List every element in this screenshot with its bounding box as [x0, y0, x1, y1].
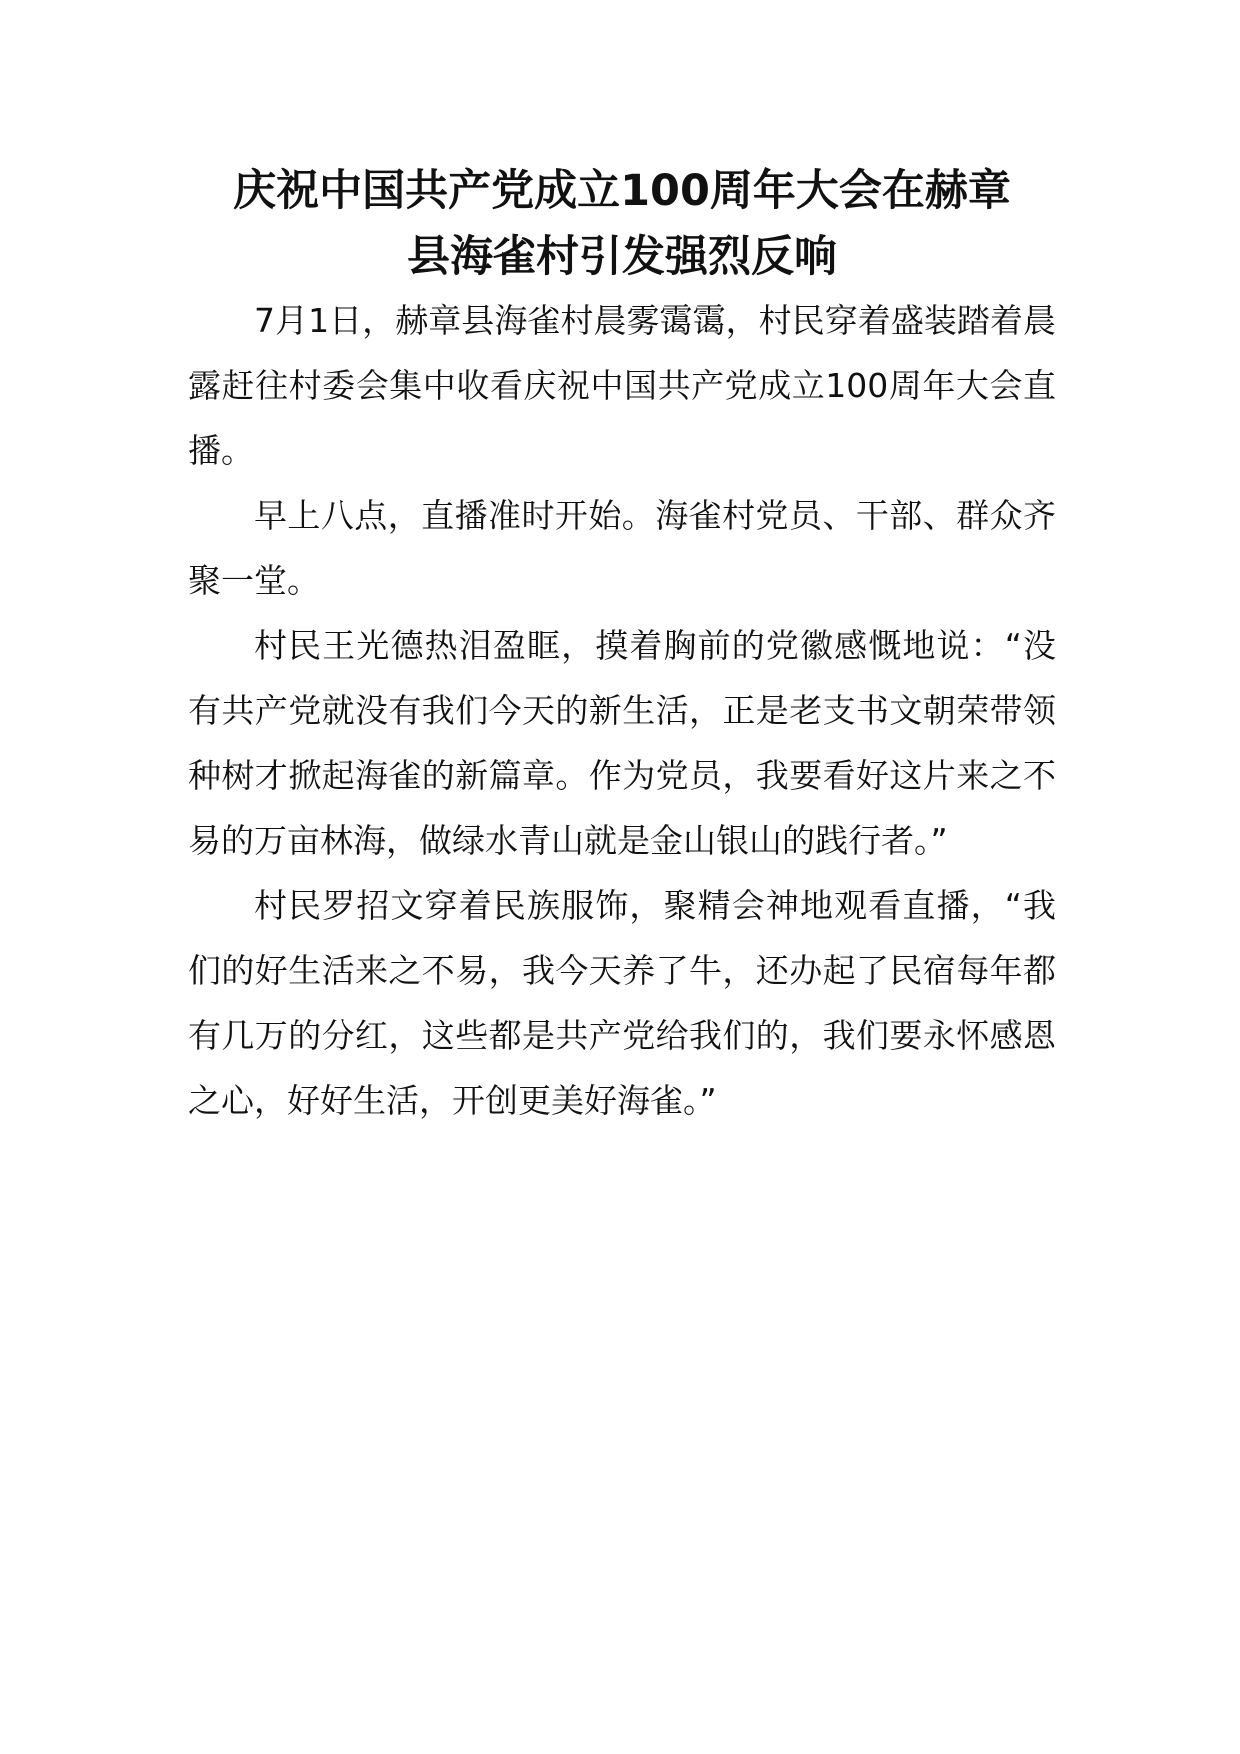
paragraph-4: 村民罗招文穿着民族服饰，聚精会神地观看直播，“我们的好生活来之不易，我今天养了牛，还办起了民宿每年都有几万的分红，这些都是共产党给我们的，我们要永怀感恩之心，好好生活，开创更美好海雀。”: [188, 886, 1056, 1120]
document-page: [188, 158, 1056, 1133]
paragraph-3: 村民王光德热泪盈眶，摸着胸前的党徽感慨地说：“没有共产党就没有我们今天的新生活，正是老支书文朝荣带领种树才掀起海雀的新篇章。作为党员，我要看好这片来之不易的万亩林海，做绿水青山就是金山银山的践行者。”: [188, 626, 1056, 860]
title-line-2: 县海雀村引发强烈反响: [407, 232, 837, 282]
document-title: [188, 158, 1056, 290]
title-line-1: 庆祝中国共产党成立100周年大会在赫章: [233, 166, 1011, 216]
paragraph-1: 7月1日，赫章县海雀村晨雾霭霭，村民穿着盛装踏着晨露赶往村委会集中收看庆祝中国共产党成立100周年大会直播。: [188, 301, 1056, 470]
paragraph-2: 早上八点，直播准时开始。海雀村党员、干部、群众齐聚一堂。: [188, 496, 1056, 600]
